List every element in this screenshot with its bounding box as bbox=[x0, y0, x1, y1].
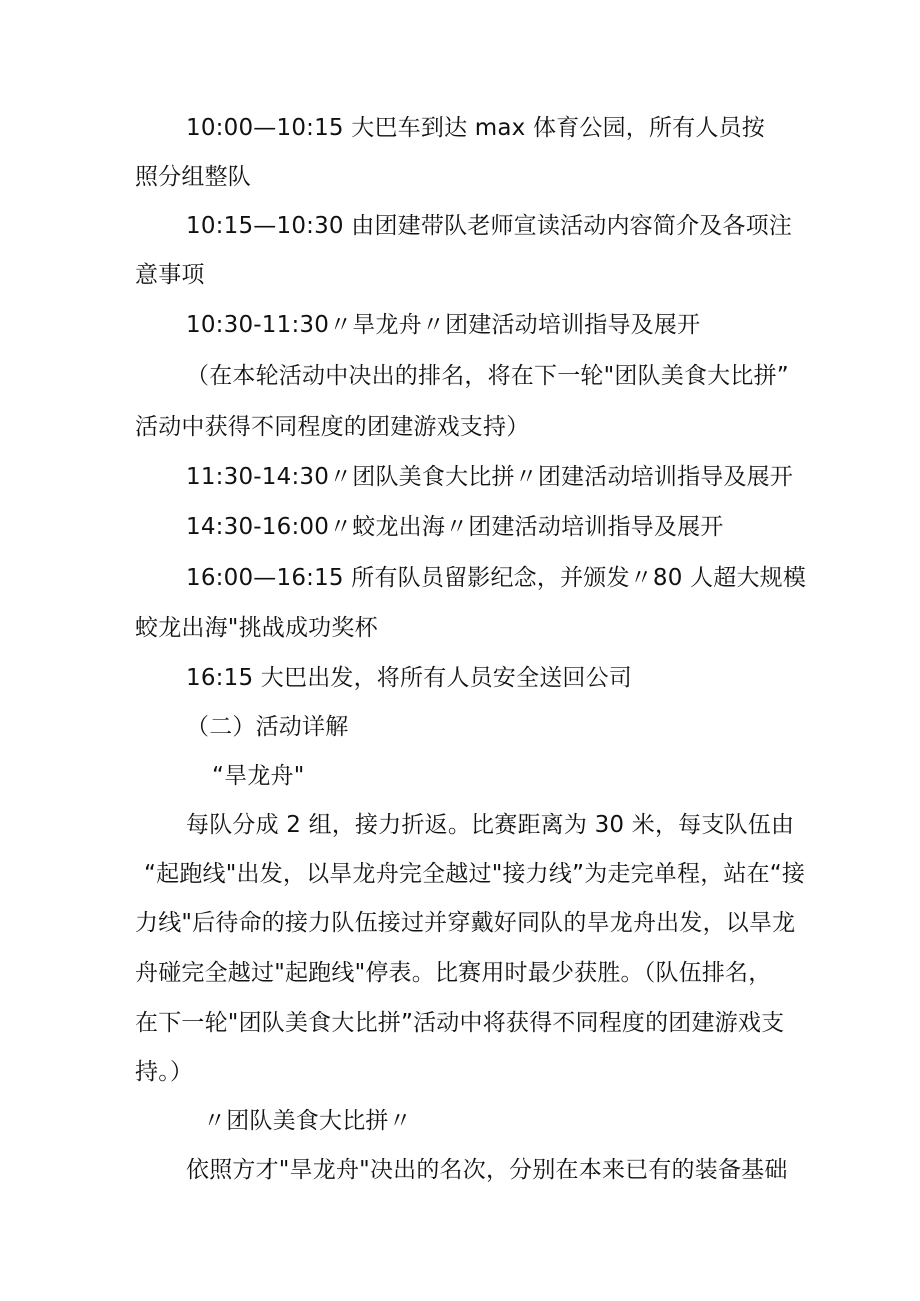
text-line-7: 活动中获得不同程度的团建游戏支持） bbox=[135, 414, 530, 440]
text-line-9: 14:30-16:00〃蛟龙出海〃团建活动培训指导及展开 bbox=[186, 514, 724, 540]
text-line-10: 16:00—16:15 所有队员留影纪念，并颁发〃80 人超大规模 bbox=[186, 565, 807, 591]
subheading-food-contest: 〃团队美食大比拼〃 bbox=[203, 1108, 412, 1134]
text-line-3: 10:15—10:30 由团建带队老师宣读活动内容简介及各项注 bbox=[186, 213, 793, 239]
text-line-5: 10:30-11:30〃旱龙舟〃团建活动培训指导及展开 bbox=[186, 312, 701, 338]
text-line-12: 16:15 大巴出发，将所有人员安全送回公司 bbox=[186, 665, 632, 691]
text-line-20: 持。） bbox=[135, 1059, 194, 1085]
text-line-15: 每队分成 2 组，接力折返。比赛距离为 30 米，每支队伍由 bbox=[186, 812, 795, 838]
text-line-1: 10:00—10:15 大巴车到达 max 体育公园，所有人员按 bbox=[186, 115, 766, 141]
text-line-8: 11:30-14:30〃团队美食大比拼〃团建活动培训指导及展开 bbox=[186, 464, 794, 490]
text-line-19: 在下一轮"团队美食大比拼”活动中将获得不同程度的团建游戏支 bbox=[135, 1010, 785, 1036]
text-line-17: 力线"后待命的接力队伍接过并穿戴好同队的旱龙舟出发，以旱龙 bbox=[135, 910, 796, 936]
subheading-dragon-boat: “旱龙舟" bbox=[212, 763, 305, 789]
text-line-16: “起跑线"出发，以旱龙舟完全越过"接力线”为走完单程，站在“接 bbox=[144, 861, 806, 887]
text-line-2: 照分组整队 bbox=[135, 164, 251, 190]
text-line-11: 蛟龙出海"挑战成功奖杯 bbox=[135, 615, 378, 641]
text-line-22: 依照方才"旱龙舟"决出的名次，分别在本来已有的装备基础 bbox=[186, 1157, 788, 1183]
text-line-4: 意事项 bbox=[135, 262, 205, 288]
text-line-18: 舟碰完全越过"起跑线"停表。比赛用时最少获胜。（队伍排名， bbox=[135, 960, 772, 986]
section-heading: （二）活动详解 bbox=[186, 714, 349, 740]
text-line-6: （在本轮活动中决出的排名，将在下一轮"团队美食大比拼” bbox=[186, 363, 789, 389]
